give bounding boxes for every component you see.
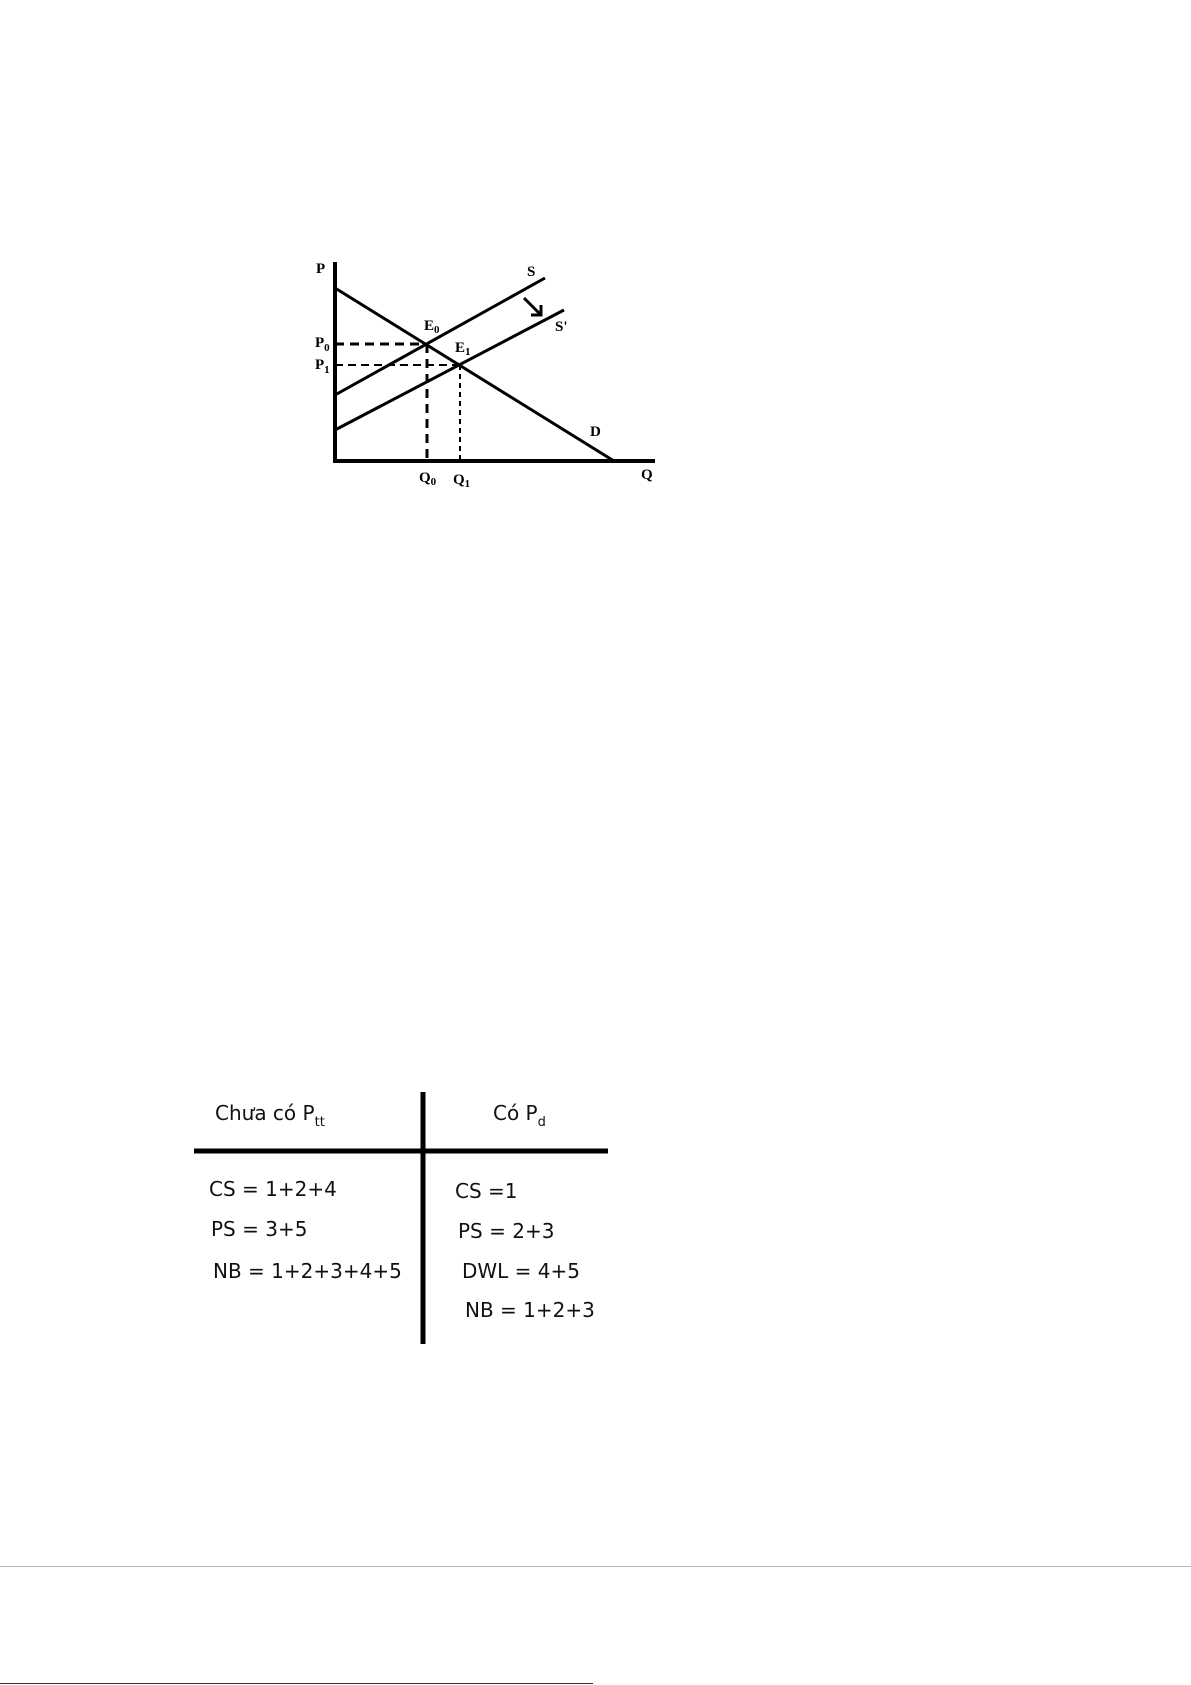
p0-label [315,335,330,354]
left-row-ps: PS = 3+5 [211,1217,308,1241]
e1-label-sub: 1 [465,346,471,358]
p1-label-base: P [315,357,325,373]
right-row-dwl: DWL = 4+5 [462,1259,580,1283]
right-row-cs: CS =1 [455,1179,518,1203]
q1-label-base: Q [453,472,465,488]
e0-label-base: E [424,318,435,334]
supply-demand-diagram [0,0,1191,560]
p1-label-sub: 1 [324,364,330,376]
e0-label-sub: 0 [434,324,440,336]
shifted-supply-label: S' [555,319,568,335]
q1-label-sub: 1 [464,478,471,490]
surplus-comparison-table [0,1080,1191,1380]
right-column-header [493,1101,546,1130]
left-column-header [215,1101,325,1130]
quantity-axis-label: Q [641,467,653,483]
q0-label [419,470,437,488]
shifted-supply-curve [335,310,564,430]
e1-label-base: E [455,340,466,356]
left-row-nb: NB = 1+2+3+4+5 [213,1259,402,1283]
demand-label: D [590,424,601,440]
p0-label-base: P [315,335,325,351]
q1-label [453,472,470,490]
q0-label-sub: 0 [430,476,437,488]
right-header-text: Có P [493,1101,538,1125]
price-axis-label: P [316,261,326,277]
footnote-divider [0,1683,593,1684]
left-row-cs: CS = 1+2+4 [209,1177,337,1201]
demand-curve [335,288,614,461]
right-row-ps: PS = 2+3 [458,1219,555,1243]
left-header-text: Chưa có P [215,1101,315,1125]
left-header-sub: tt [314,1115,325,1130]
e0-label [424,318,440,336]
e1-label [455,340,471,358]
footer-divider [0,1566,1191,1567]
shift-arrow-icon [524,298,541,315]
q0-label-base: Q [419,470,431,486]
right-header-sub: d [537,1115,546,1130]
p0-label-sub: 0 [324,342,330,354]
supply-label: S [527,264,536,280]
right-row-nb: NB = 1+2+3 [465,1298,595,1322]
p1-label [315,357,330,376]
